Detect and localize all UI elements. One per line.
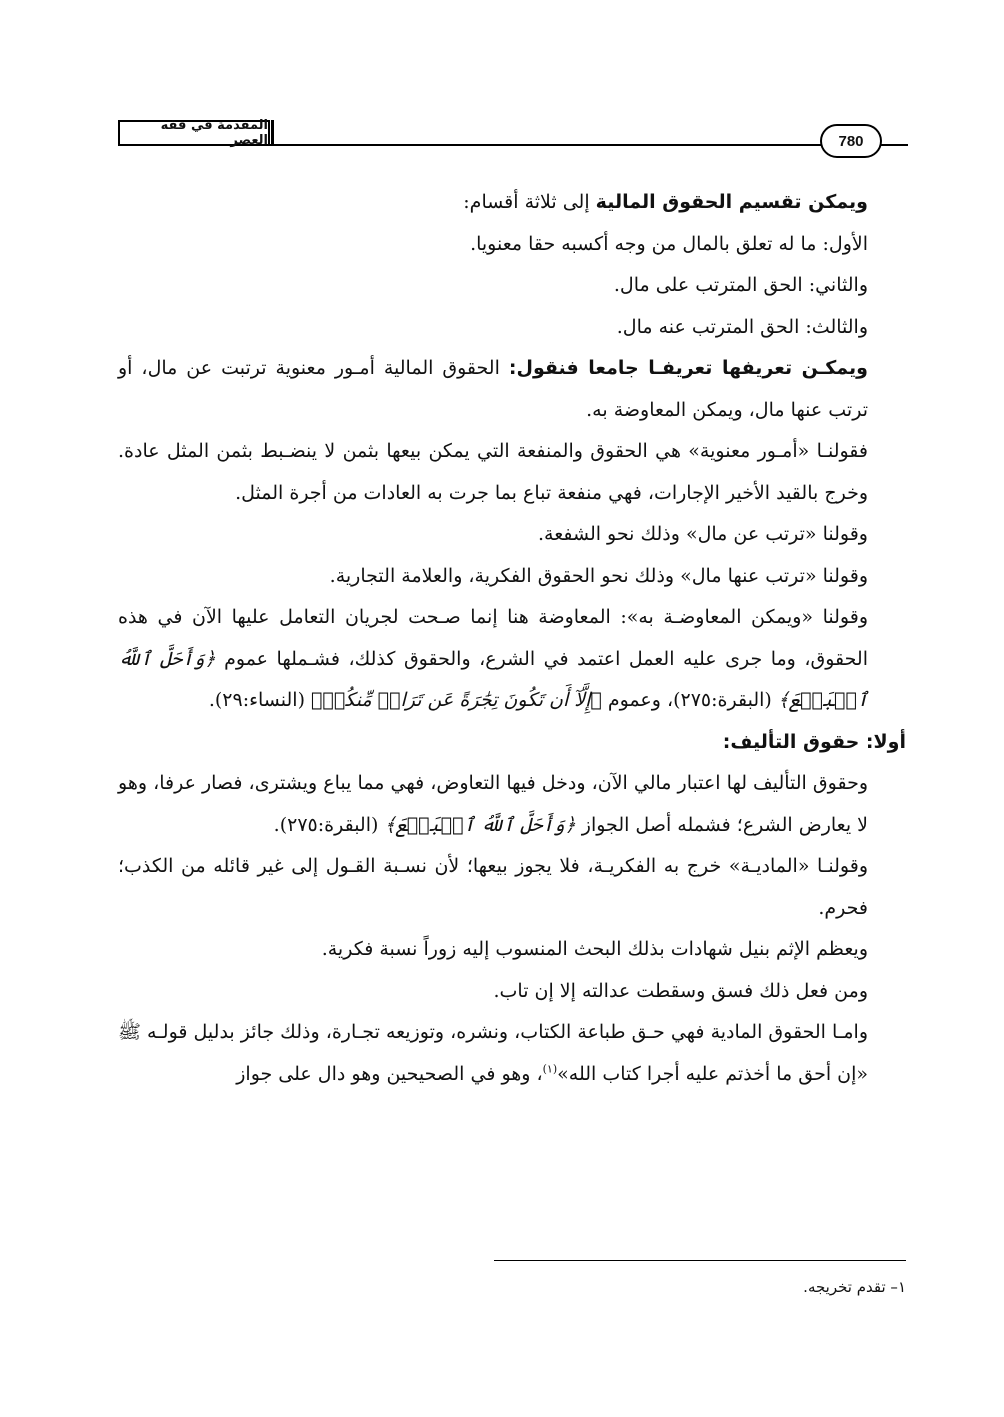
page-number: 780: [820, 124, 882, 158]
paragraph-8: وقولنا «ترتب عنها مال» وذلك نحو الحقوق الفكرية، والعلامة التجارية.: [329, 564, 868, 587]
paragraph-3: والثاني: الحق المترتب على مال.: [613, 274, 868, 296]
paragraph-1: [118, 182, 906, 224]
quran-verse-1: ﴿وَأَحَلَّ ٱللَّهُ ٱلۡبَيۡعَ﴾: [118, 647, 868, 711]
paragraph-7: وقولنا «ترتب عن مال» وذلك نحو الشفعة.: [538, 523, 868, 545]
paragraph-9: [118, 597, 906, 722]
book-title: المقدمة في فقه العصر: [118, 120, 270, 144]
paragraph-5-lead: ويمكـن تعريفها تعريفـا جامعا فنقول:: [508, 357, 868, 379]
footnote: ١– تقدم تخريجه.: [803, 1278, 906, 1296]
paragraph-13: ومن فعل ذلك فسق وسقطت عدالته إلا إن تاب.: [493, 979, 868, 1002]
paragraph-1-lead: ويمكن تقسيم الحقوق المالية: [595, 191, 868, 213]
paragraph-4: والثالث: الحق المترتب عنه مال.: [616, 315, 868, 338]
section-heading: أولا: حقوق التأليف:: [722, 730, 906, 753]
paragraph-2: الأول: ما له تعلق بالمال من وجه أكسبه حقا معنويا.: [470, 232, 868, 255]
paragraph-5-text: الحقوق المالية أمـور معنوية ترتبت عن مال، أو ترتب عنها مال، ويمكن المعاوضة به.: [118, 357, 868, 421]
paragraph-9-text-a: وقولنا «ويمكن المعاوضـة به»: المعاوضة هنا إنما صـحت لجريان التعامل عليها الآن في هذه الحقوق، وما جرى عليه العمل اعتمد في الشرع، والحقوق كذلك، فشـملها عموم: [118, 606, 868, 670]
paragraph-12: ويعظم الإثم بنيل شهادات بذلك البحث المنسوب إليه زوراً نسبة فكرية.: [321, 938, 868, 960]
footnote-ref[interactable]: (١): [542, 1062, 558, 1076]
paragraph-14-text-a: وامـا الحقوق المادية فهي حـق طباعة الكتاب، ونشره، وتوزيعه تجـارة، وذلك جائز بدليل قولـه: [140, 1021, 868, 1043]
paragraph-1-text: إلى ثلاثة أقسام:: [463, 191, 596, 213]
paragraph-6: فقولنـا «أمـور معنوية» هي الحقوق والمنفعة التي يمكن بيعها بثمن لا ينضـبط بثمن المثل عادة. وخرج بالقيد الأخير الإجارات، فهي منفعة تباع بما جرت به العادات من أجرة المثل.: [118, 440, 868, 504]
paragraph-14: [118, 1012, 906, 1095]
paragraph-14-text-b: «إن أحق ما أخذتم عليه أجرا كتاب الله»: [557, 1062, 868, 1085]
footnote-rule: [494, 1260, 906, 1261]
quran-verse-3: ﴿وَأَحَلَّ ٱللَّهُ ٱلۡبَيۡعَ﴾: [384, 813, 576, 836]
paragraph-9-text-c: (النساء:٢٩).: [208, 689, 312, 711]
paragraph-10-text-a: وحقوق التأليف لها اعتبار مالي الآن، ودخل فيها التعاوض، فهي مما يباع ويشترى، فصار عرفا، وهو لا يعارض الشرع؛ فشمله أصل الجواز: [118, 772, 868, 836]
quran-verse-2: ﴿إِلَّآ أَن تَكُونَ تِجَٰرَةً عَن تَرَاضٖ مِّنكُمۡ﴾: [311, 689, 602, 711]
paragraph-11: وقولنـا «الماديـة» خرج به الفكريـة، فلا يجوز بيعها؛ لأن نسـبة القـول إلى غير قائله من الكذب؛ فحرم.: [118, 855, 868, 919]
paragraph-5: [118, 348, 906, 431]
paragraph-9-text-b: (البقرة:٢٧٥)، وعموم: [601, 689, 778, 711]
salutation-mark: ﷺ: [118, 1021, 141, 1043]
paragraph-10: [118, 763, 906, 846]
paragraph-14-text-c: ، وهو في الصحيحين وهو دال على جواز: [236, 1062, 543, 1085]
paragraph-10-text-b: (البقرة:٢٧٥).: [273, 813, 385, 836]
page-body: [118, 182, 906, 1095]
